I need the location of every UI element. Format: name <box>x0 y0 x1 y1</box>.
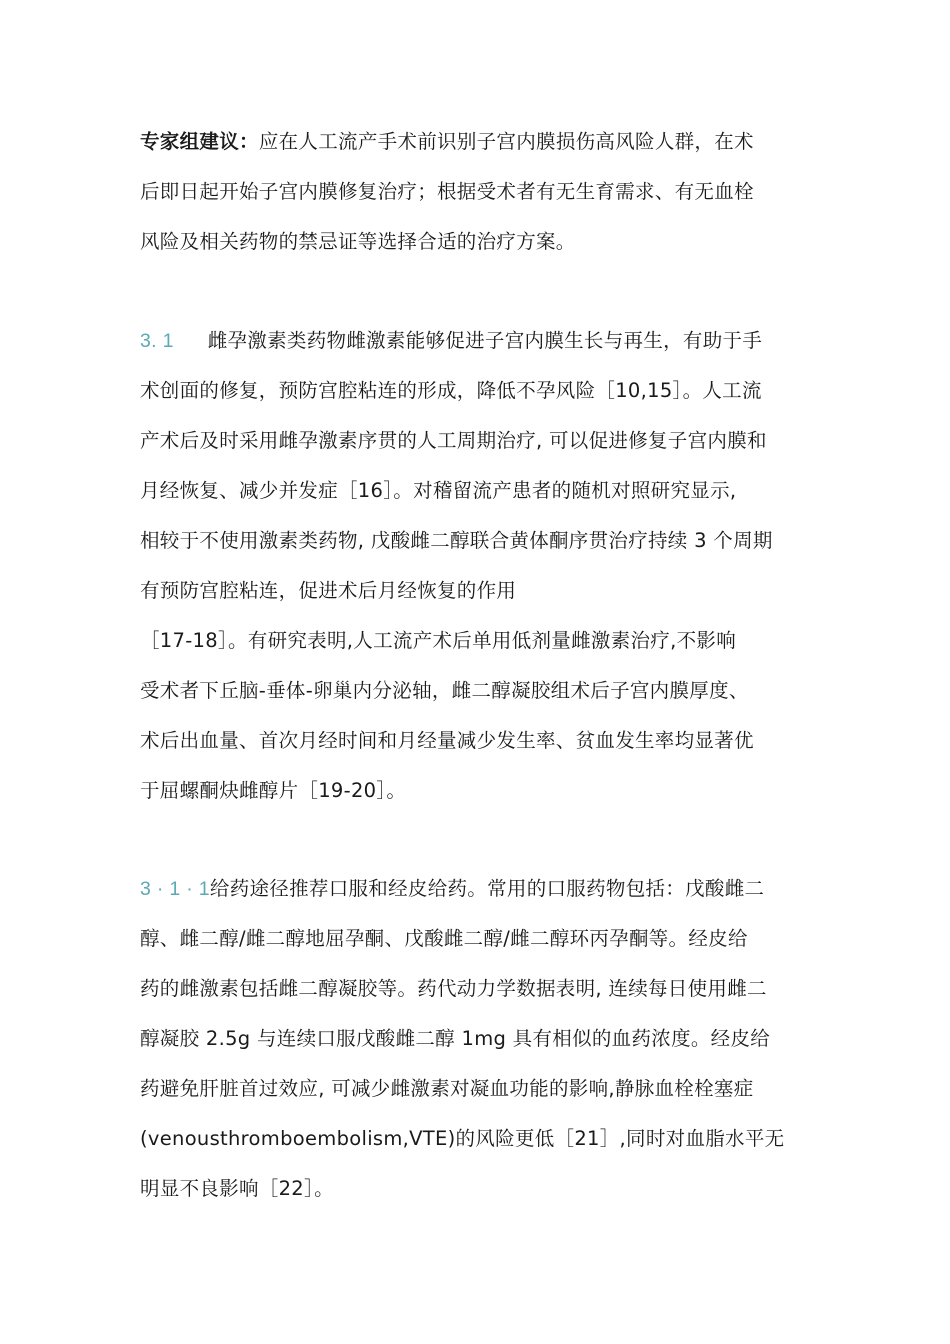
section-3-1-1-line-6: (venousthromboembolism,VTE)的风险更低［21］,同时对血脂水平无 <box>140 1127 785 1150</box>
section-3-1-1-line-4: 醇凝胶 2.5g 与连续口服戊酸雌二醇 1mg 具有相似的血药浓度。经皮给 <box>140 1027 771 1050</box>
recommendation-line-2: 后即日起开始子宫内膜修复治疗；根据受术者有无生育需求、有无血栓 <box>140 180 754 203</box>
section-3-1-line-2: 术创面的修复，预防宫腔粘连的形成，降低不孕风险［10,15］。人工流 <box>140 379 762 402</box>
section-3-1-line-8: 受术者下丘脑-垂体-卵巢内分泌轴，雌二醇凝胶组术后子宫内膜厚度、 <box>140 679 749 702</box>
section-3-1-line-7: ［17-18］。有研究表明,人工流产术后单用低剂量雌激素治疗,不影响 <box>140 629 737 652</box>
section-number: 3. 1 <box>140 330 174 352</box>
section-3-1-line-3: 产术后及时采用雌孕激素序贯的人工周期治疗, 可以促进修复子宫内膜和 <box>140 429 767 452</box>
section-3-1-1-line-5: 药避免肝脏首过效应, 可减少雌激素对凝血功能的影响,静脉血栓栓塞症 <box>140 1077 754 1100</box>
section-3-1-line-10: 于屈螺酮炔雌醇片［19-20］。 <box>140 779 407 802</box>
section-3-1-1-line-7: 明显不良影响［22］。 <box>140 1177 334 1200</box>
recommendation-label: 专家组建议： <box>140 130 259 153</box>
section-3-1-1-line-3: 药的雌激素包括雌二醇凝胶等。药代动力学数据表明, 连续每日使用雌二 <box>140 977 767 1000</box>
section-3-1-line-4: 月经恢复、减少并发症［16］。对稽留流产患者的随机对照研究显示, <box>140 479 737 502</box>
recommendation-line-1 <box>140 127 754 157</box>
section-3-1-line-5: 相较于不使用激素类药物, 戊酸雌二醇联合黄体酮序贯治疗持续 3 个周期 <box>140 529 773 552</box>
subsection-text: 给药途径推荐口服和经皮给药。常用的口服药物包括：戊酸雌二 <box>209 877 765 900</box>
section-3-1-1-line-2: 醇、雌二醇/雌二醇地屈孕酮、戊酸雌二醇/雌二醇环丙孕酮等。经皮给 <box>140 927 748 950</box>
recommendation-text: 应在人工流产手术前识别子宫内膜损伤高风险人群，在术 <box>258 130 754 153</box>
section-text: 雌孕激素类药物雌激素能够促进子宫内膜生长与再生，有助于手 <box>207 329 763 352</box>
section-3-1-line-6: 有预防宫腔粘连，促进术后月经恢复的作用 <box>140 579 517 602</box>
recommendation-line-3: 风险及相关药物的禁忌证等选择合适的治疗方案。 <box>140 230 576 253</box>
section-3-1-line-1 <box>140 326 762 356</box>
section-3-1-1-line-1 <box>140 874 764 904</box>
subsection-number: 3 · 1 · 1 <box>140 878 210 900</box>
section-3-1-line-9: 术后出血量、首次月经时间和月经量减少发生率、贫血发生率均显著优 <box>140 729 754 752</box>
